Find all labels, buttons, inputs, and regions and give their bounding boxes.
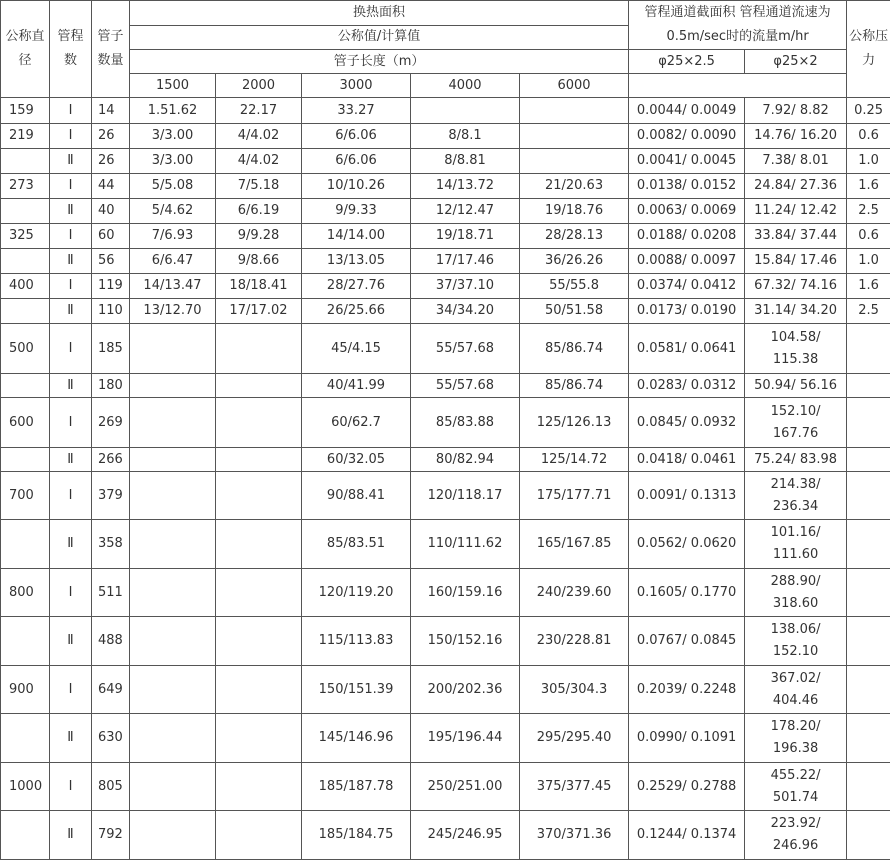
nominal-diameter-cell (1, 811, 50, 860)
area-3000-cell: 14/14.00 (302, 224, 411, 249)
area-6000-cell: 295/295.40 (520, 714, 629, 763)
tube-count-cell: 792 (92, 811, 130, 860)
area-4000-cell (411, 98, 520, 124)
channel-flow-cell: 152.10/ 167.76 (745, 398, 847, 448)
channel-section-cell: 0.0088/ 0.0097 (629, 249, 745, 274)
area-6000-cell: 125/14.72 (520, 448, 629, 472)
channel-section-cell: 0.2039/ 0.2248 (629, 666, 745, 714)
channel-flow-cell: 14.76/ 16.20 (745, 124, 847, 149)
area-1500-cell: 7/6.93 (130, 224, 216, 249)
nominal-pressure-cell (847, 324, 890, 374)
table-row (1, 811, 890, 860)
area-6000-cell: 85/86.74 (520, 324, 629, 374)
area-4000-cell: 8/8.1 (411, 124, 520, 149)
tube-count-header: 管子数量 (92, 1, 130, 98)
table-row (1, 617, 890, 666)
nominal-pressure-cell: 0.25 (847, 98, 890, 124)
nominal-pressure-cell (847, 374, 890, 398)
tube-count-cell: 40 (92, 199, 130, 224)
tube-spec-header-2: φ25×2 (745, 50, 847, 74)
channel-section-cell: 0.0581/ 0.0641 (629, 324, 745, 374)
nominal-pressure-cell (847, 763, 890, 811)
tube-passes-cell: Ⅰ (50, 666, 92, 714)
channel-section-cell: 0.1605/ 0.1770 (629, 569, 745, 617)
nominal-diameter-cell (1, 617, 50, 666)
tube-passes-cell: Ⅱ (50, 199, 92, 224)
area-2000-cell (216, 811, 302, 860)
nominal-diameter-cell: 325 (1, 224, 50, 249)
tube-passes-cell: Ⅱ (50, 448, 92, 472)
nominal-diameter-cell (1, 448, 50, 472)
channel-section-header: 管程通道截面积 (644, 5, 736, 20)
table-row (1, 398, 890, 448)
area-3000-cell: 185/184.75 (302, 811, 411, 860)
area-2000-cell (216, 448, 302, 472)
tube-count-cell: 266 (92, 448, 130, 472)
area-2000-cell: 22.17 (216, 98, 302, 124)
channel-flow-cell: 31.14/ 34.20 (745, 299, 847, 324)
area-6000-cell (520, 149, 629, 174)
channel-section-cell: 0.0374/ 0.0412 (629, 274, 745, 299)
nominal-diameter-cell (1, 299, 50, 324)
nominal-diameter-cell: 900 (1, 666, 50, 714)
area-3000-cell: 60/62.7 (302, 398, 411, 448)
area-1500-cell (130, 398, 216, 448)
channel-section-cell: 0.0173/ 0.0190 (629, 299, 745, 324)
area-6000-cell: 125/126.13 (520, 398, 629, 448)
channel-flow-cell: 67.32/ 74.16 (745, 274, 847, 299)
area-4000-cell: 14/13.72 (411, 174, 520, 199)
area-6000-cell: 240/239.60 (520, 569, 629, 617)
area-2000-cell: 18/18.41 (216, 274, 302, 299)
area-2000-cell (216, 374, 302, 398)
area-6000-cell: 28/28.13 (520, 224, 629, 249)
table-body (1, 98, 890, 860)
table-row (1, 714, 890, 763)
area-1500-cell: 14/13.47 (130, 274, 216, 299)
channel-flow-cell: 104.58/ 115.38 (745, 324, 847, 374)
area-4000-cell: 200/202.36 (411, 666, 520, 714)
area-2000-cell: 6/6.19 (216, 199, 302, 224)
channel-section-cell: 0.0767/ 0.0845 (629, 617, 745, 666)
table-row (1, 666, 890, 714)
table-row (1, 174, 890, 199)
nominal-pressure-cell (847, 520, 890, 569)
tube-passes-cell: Ⅱ (50, 714, 92, 763)
area-4000-cell: 55/57.68 (411, 374, 520, 398)
nominal-diameter-cell: 700 (1, 472, 50, 520)
tube-count-cell: 60 (92, 224, 130, 249)
area-2000-cell: 17/17.02 (216, 299, 302, 324)
channel-section-cell: 0.0990/ 0.1091 (629, 714, 745, 763)
area-4000-cell: 19/18.71 (411, 224, 520, 249)
nominal-diameter-cell: 600 (1, 398, 50, 448)
area-1500-cell: 6/6.47 (130, 249, 216, 274)
channel-flow-cell: 11.24/ 12.42 (745, 199, 847, 224)
nominal-pressure-header: 公称压力 (847, 1, 890, 98)
nominal-pressure-cell: 1.6 (847, 174, 890, 199)
area-4000-cell: 150/152.16 (411, 617, 520, 666)
tube-passes-cell: Ⅰ (50, 398, 92, 448)
channel-section-cell: 0.0063/ 0.0069 (629, 199, 745, 224)
table-row (1, 472, 890, 520)
tube-count-cell: 379 (92, 472, 130, 520)
table-header (1, 1, 890, 98)
table-row (1, 149, 890, 174)
area-1500-cell: 5/5.08 (130, 174, 216, 199)
channel-section-cell: 0.2529/ 0.2788 (629, 763, 745, 811)
nominal-diameter-cell: 219 (1, 124, 50, 149)
channel-section-cell: 0.0562/ 0.0620 (629, 520, 745, 569)
tube-count-cell: 180 (92, 374, 130, 398)
area-1500-cell (130, 472, 216, 520)
area-4000-cell: 110/111.62 (411, 520, 520, 569)
length-header-6000: 6000 (520, 74, 629, 98)
channel-section-cell: 0.0091/ 0.1313 (629, 472, 745, 520)
table-row (1, 569, 890, 617)
area-6000-cell: 370/371.36 (520, 811, 629, 860)
tube-passes-cell: Ⅱ (50, 299, 92, 324)
area-1500-cell: 3/3.00 (130, 149, 216, 174)
nominal-pressure-cell: 2.5 (847, 199, 890, 224)
table-row (1, 224, 890, 249)
table-row (1, 249, 890, 274)
area-6000-cell: 50/51.58 (520, 299, 629, 324)
area-3000-cell: 150/151.39 (302, 666, 411, 714)
area-6000-cell: 375/377.45 (520, 763, 629, 811)
tube-passes-cell: Ⅰ (50, 98, 92, 124)
area-1500-cell: 13/12.70 (130, 299, 216, 324)
tube-passes-cell: Ⅱ (50, 520, 92, 569)
nominal-pressure-cell (847, 714, 890, 763)
channel-flow-cell: 50.94/ 56.16 (745, 374, 847, 398)
area-4000-cell: 12/12.47 (411, 199, 520, 224)
nominal-pressure-cell (847, 666, 890, 714)
area-2000-cell (216, 714, 302, 763)
channel-section-cell: 0.0283/ 0.0312 (629, 374, 745, 398)
nominal-pressure-cell (847, 448, 890, 472)
nominal-pressure-cell: 0.6 (847, 224, 890, 249)
area-2000-cell: 7/5.18 (216, 174, 302, 199)
tube-passes-cell: Ⅰ (50, 274, 92, 299)
area-6000-cell (520, 124, 629, 149)
area-1500-cell (130, 617, 216, 666)
area-6000-cell: 85/86.74 (520, 374, 629, 398)
area-3000-cell: 28/27.76 (302, 274, 411, 299)
area-2000-cell (216, 763, 302, 811)
area-6000-cell: 55/55.8 (520, 274, 629, 299)
nominal-pressure-cell: 0.6 (847, 124, 890, 149)
area-3000-cell: 10/10.26 (302, 174, 411, 199)
channel-flow-cell: 455.22/ 501.74 (745, 763, 847, 811)
area-1500-cell (130, 714, 216, 763)
nominal-diameter-cell (1, 520, 50, 569)
tube-passes-cell: Ⅰ (50, 224, 92, 249)
area-1500-cell (130, 763, 216, 811)
area-3000-cell: 26/25.66 (302, 299, 411, 324)
area-1500-cell (130, 448, 216, 472)
area-1500-cell (130, 811, 216, 860)
area-2000-cell (216, 398, 302, 448)
area-6000-cell (520, 98, 629, 124)
area-4000-cell: 250/251.00 (411, 763, 520, 811)
tube-count-cell: 511 (92, 569, 130, 617)
tube-passes-cell: Ⅰ (50, 324, 92, 374)
nominal-pressure-cell (847, 811, 890, 860)
nominal-diameter-cell (1, 714, 50, 763)
nominal-pressure-cell (847, 617, 890, 666)
nominal-pressure-cell: 1.6 (847, 274, 890, 299)
tube-passes-cell: Ⅰ (50, 174, 92, 199)
tube-count-cell: 56 (92, 249, 130, 274)
tube-count-cell: 630 (92, 714, 130, 763)
area-2000-cell: 9/8.66 (216, 249, 302, 274)
area-3000-cell: 6/6.06 (302, 124, 411, 149)
tube-count-cell: 185 (92, 324, 130, 374)
tube-passes-cell: Ⅰ (50, 124, 92, 149)
area-4000-cell: 160/159.16 (411, 569, 520, 617)
area-1500-cell: 1.51.62 (130, 98, 216, 124)
table-row (1, 199, 890, 224)
nominal-diameter-cell: 159 (1, 98, 50, 124)
area-1500-cell (130, 324, 216, 374)
area-4000-cell: 85/83.88 (411, 398, 520, 448)
tube-passes-cell: Ⅱ (50, 374, 92, 398)
channel-flow-header: 管程通道流速为0.5m/sec时的流量m/hr (666, 5, 831, 44)
area-3000-cell: 145/146.96 (302, 714, 411, 763)
area-2000-cell (216, 520, 302, 569)
channel-flow-cell: 24.84/ 27.36 (745, 174, 847, 199)
table-row (1, 763, 890, 811)
tube-spec-header-1: φ25×2.5 (629, 50, 745, 74)
area-1500-cell (130, 666, 216, 714)
tube-count-cell: 26 (92, 124, 130, 149)
tube-count-cell: 110 (92, 299, 130, 324)
channel-section-cell: 0.0845/ 0.0932 (629, 398, 745, 448)
area-2000-cell: 9/9.28 (216, 224, 302, 249)
nominal-diameter-cell: 500 (1, 324, 50, 374)
area-6000-cell: 19/18.76 (520, 199, 629, 224)
channel-section-cell: 0.0418/ 0.0461 (629, 448, 745, 472)
tube-passes-cell: Ⅱ (50, 149, 92, 174)
channel-section-cell: 0.0188/ 0.0208 (629, 224, 745, 249)
area-3000-cell: 45/4.15 (302, 324, 411, 374)
channel-flow-cell: 367.02/ 404.46 (745, 666, 847, 714)
tube-passes-header: 管程数 (50, 1, 92, 98)
table-row (1, 274, 890, 299)
channel-flow-cell: 288.90/ 318.60 (745, 569, 847, 617)
area-6000-cell: 305/304.3 (520, 666, 629, 714)
length-header-3000: 3000 (302, 74, 411, 98)
area-1500-cell (130, 569, 216, 617)
tube-passes-cell: Ⅱ (50, 617, 92, 666)
area-6000-cell: 21/20.63 (520, 174, 629, 199)
channel-flow-cell: 15.84/ 17.46 (745, 249, 847, 274)
tube-count-cell: 26 (92, 149, 130, 174)
area-3000-cell: 9/9.33 (302, 199, 411, 224)
area-4000-cell: 245/246.95 (411, 811, 520, 860)
area-6000-cell: 36/26.26 (520, 249, 629, 274)
tube-count-cell: 358 (92, 520, 130, 569)
area-4000-cell: 55/57.68 (411, 324, 520, 374)
nominal-pressure-cell (847, 472, 890, 520)
nominal-diameter-cell (1, 199, 50, 224)
tube-count-cell: 488 (92, 617, 130, 666)
area-6000-cell: 175/177.71 (520, 472, 629, 520)
area-4000-cell: 120/118.17 (411, 472, 520, 520)
nominal-diameter-header: 公称直径 (1, 1, 50, 98)
area-3000-cell: 13/13.05 (302, 249, 411, 274)
tube-count-cell: 119 (92, 274, 130, 299)
channel-flow-cell: 214.38/ 236.34 (745, 472, 847, 520)
area-2000-cell (216, 472, 302, 520)
area-1500-cell: 5/4.62 (130, 199, 216, 224)
channel-flow-cell: 178.20/ 196.38 (745, 714, 847, 763)
area-3000-cell: 33.27 (302, 98, 411, 124)
tube-length-header: 管子长度（m） (130, 50, 629, 74)
area-3000-cell: 185/187.78 (302, 763, 411, 811)
nominal-pressure-cell (847, 398, 890, 448)
nominal-diameter-cell: 400 (1, 274, 50, 299)
area-subheader: 公称值/计算值 (130, 25, 629, 50)
nominal-diameter-cell (1, 149, 50, 174)
area-1500-cell: 3/3.00 (130, 124, 216, 149)
tube-passes-cell: Ⅰ (50, 472, 92, 520)
channel-section-cell: 0.0138/ 0.0152 (629, 174, 745, 199)
tube-count-cell: 14 (92, 98, 130, 124)
length-header-1500: 1500 (130, 74, 216, 98)
channel-flow-cell: 7.92/ 8.82 (745, 98, 847, 124)
channel-section-cell: 0.0044/ 0.0049 (629, 98, 745, 124)
area-4000-cell: 17/17.46 (411, 249, 520, 274)
table-row (1, 520, 890, 569)
channel-header (629, 1, 847, 50)
nominal-pressure-cell (847, 569, 890, 617)
channel-flow-cell: 75.24/ 83.98 (745, 448, 847, 472)
area-6000-cell: 230/228.81 (520, 617, 629, 666)
area-3000-cell: 60/32.05 (302, 448, 411, 472)
area-4000-cell: 34/34.20 (411, 299, 520, 324)
area-3000-cell: 6/6.06 (302, 149, 411, 174)
table-row (1, 124, 890, 149)
area-3000-cell: 85/83.51 (302, 520, 411, 569)
nominal-diameter-cell: 1000 (1, 763, 50, 811)
tube-count-cell: 649 (92, 666, 130, 714)
tube-count-cell: 805 (92, 763, 130, 811)
channel-flow-cell: 101.16/ 111.60 (745, 520, 847, 569)
channel-section-cell: 0.1244/ 0.1374 (629, 811, 745, 860)
nominal-diameter-cell: 800 (1, 569, 50, 617)
area-4000-cell: 8/8.81 (411, 149, 520, 174)
area-2000-cell: 4/4.02 (216, 149, 302, 174)
tube-count-cell: 269 (92, 398, 130, 448)
area-2000-cell: 4/4.02 (216, 124, 302, 149)
channel-section-cell: 0.0041/ 0.0045 (629, 149, 745, 174)
table-row (1, 374, 890, 398)
tube-passes-cell: Ⅰ (50, 569, 92, 617)
area-3000-cell: 40/41.99 (302, 374, 411, 398)
nominal-diameter-cell (1, 374, 50, 398)
nominal-pressure-cell: 2.5 (847, 299, 890, 324)
channel-flow-cell: 33.84/ 37.44 (745, 224, 847, 249)
tube-passes-cell: Ⅰ (50, 763, 92, 811)
channel-section-cell: 0.0082/ 0.0090 (629, 124, 745, 149)
tube-passes-cell: Ⅱ (50, 249, 92, 274)
length-header-4000: 4000 (411, 74, 520, 98)
area-3000-cell: 115/113.83 (302, 617, 411, 666)
area-4000-cell: 80/82.94 (411, 448, 520, 472)
area-2000-cell (216, 569, 302, 617)
channel-flow-cell: 223.92/ 246.96 (745, 811, 847, 860)
area-2000-cell (216, 617, 302, 666)
length-header-2000: 2000 (216, 74, 302, 98)
table-row (1, 448, 890, 472)
table-row (1, 324, 890, 374)
area-4000-cell: 37/37.10 (411, 274, 520, 299)
heat-exchange-area-header: 换热面积 (130, 1, 629, 26)
nominal-pressure-cell: 1.0 (847, 149, 890, 174)
channel-flow-cell: 7.38/ 8.01 (745, 149, 847, 174)
tube-count-cell: 44 (92, 174, 130, 199)
area-2000-cell (216, 666, 302, 714)
nominal-diameter-cell: 273 (1, 174, 50, 199)
area-1500-cell (130, 374, 216, 398)
nominal-pressure-cell: 1.0 (847, 249, 890, 274)
area-3000-cell: 120/119.20 (302, 569, 411, 617)
area-6000-cell: 165/167.85 (520, 520, 629, 569)
area-3000-cell: 90/88.41 (302, 472, 411, 520)
area-2000-cell (216, 324, 302, 374)
nominal-diameter-cell (1, 249, 50, 274)
table-row (1, 98, 890, 124)
table-row (1, 299, 890, 324)
channel-flow-cell: 138.06/ 152.10 (745, 617, 847, 666)
area-1500-cell (130, 520, 216, 569)
area-4000-cell: 195/196.44 (411, 714, 520, 763)
tube-passes-cell: Ⅱ (50, 811, 92, 860)
